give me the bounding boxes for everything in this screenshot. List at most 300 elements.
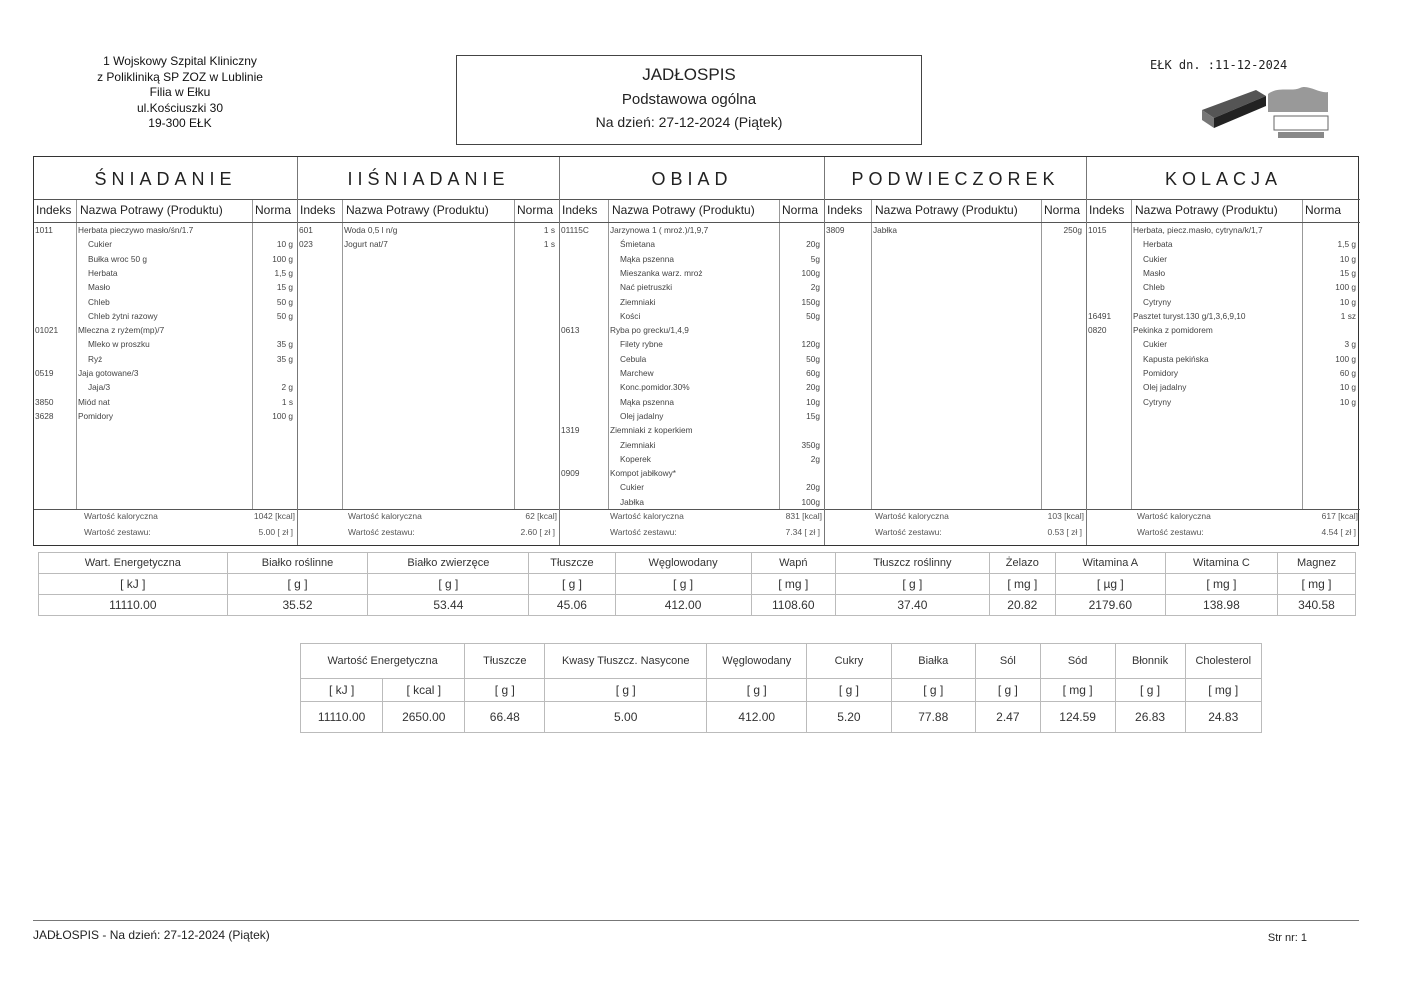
kcal-label: Wartość kaloryczna bbox=[84, 511, 158, 521]
item-name: Jogurt nat/7 bbox=[344, 239, 388, 250]
nutrient-unit-cell: [ µg ] bbox=[1055, 574, 1165, 595]
item-norm: 50g bbox=[806, 310, 820, 321]
item-norm: 15 g bbox=[276, 282, 293, 293]
menu-item bbox=[560, 396, 824, 410]
nutrient-unit-cell: [ g ] bbox=[545, 679, 707, 702]
kcal-label: Wartość kaloryczna bbox=[1137, 511, 1211, 521]
item-norm: 50 g bbox=[276, 310, 293, 321]
menu-item bbox=[560, 353, 824, 367]
nutrient-unit-cell: [ kJ ] bbox=[301, 679, 383, 702]
item-norm: 100g bbox=[801, 496, 820, 507]
nutrient-unit-cell: [ mg ] bbox=[1040, 679, 1115, 702]
item-norm: 60 g bbox=[1339, 368, 1356, 378]
nutrient-header-cell: Magnez bbox=[1278, 553, 1356, 574]
menu-item bbox=[1087, 338, 1360, 352]
kcal-value: 617 [kcal] bbox=[1321, 511, 1358, 521]
item-name: Ryba po grecku/1,4,9 bbox=[610, 325, 689, 336]
nutrient-unit-cell: [ g ] bbox=[807, 679, 891, 702]
nutrient-value-cell: 2.47 bbox=[975, 702, 1040, 733]
nutrient-value-cell: 5.20 bbox=[807, 702, 891, 733]
column-headers bbox=[34, 200, 297, 223]
col-norm: Norma bbox=[255, 203, 292, 217]
nutrient-header bbox=[39, 553, 1356, 574]
col-norm: Norma bbox=[1305, 203, 1342, 217]
nutrient-value-cell: 1108.60 bbox=[751, 595, 835, 616]
nutrient-header-cell: Sól bbox=[975, 644, 1040, 679]
item-name: Kapusta pekińska bbox=[1143, 353, 1209, 364]
nutrient-header-cell: Węglowodany bbox=[707, 644, 807, 679]
item-name: Miód nat bbox=[78, 396, 110, 407]
nutrient-header-cell: Kwasy Tłuszcz. Nasycone bbox=[545, 644, 707, 679]
nutrient-value-cell: 124.59 bbox=[1040, 702, 1115, 733]
menu-item bbox=[825, 224, 1086, 238]
meal-summary bbox=[560, 507, 824, 545]
nutrient-value-cell: 35.52 bbox=[227, 595, 368, 616]
item-name: Ryż bbox=[88, 353, 103, 364]
item-index: 1319 bbox=[561, 425, 580, 436]
item-norm: 2 g bbox=[281, 382, 293, 393]
menu-item bbox=[560, 410, 824, 424]
menu-item bbox=[34, 410, 297, 424]
item-name: Nać pietruszki bbox=[620, 282, 673, 293]
cost-label: Wartość zestawu: bbox=[1137, 527, 1204, 537]
col-index: Indeks bbox=[827, 203, 863, 217]
nutrient-unit-cell: [ g ] bbox=[707, 679, 807, 702]
item-norm: 2g bbox=[810, 282, 820, 293]
item-norm: 10 g bbox=[276, 239, 293, 250]
hospital-line: ul.Kościuszki 30 bbox=[136, 100, 224, 115]
menu-item bbox=[560, 253, 824, 267]
nutrient-unit-cell: [ mg ] bbox=[989, 574, 1055, 595]
nutrient-value bbox=[39, 595, 1356, 616]
item-name: Chleb bbox=[1143, 282, 1165, 293]
item-index: 3850 bbox=[35, 396, 54, 407]
menu-item bbox=[1087, 381, 1360, 395]
kcal-value: 831 [kcal] bbox=[785, 511, 822, 521]
column-headers bbox=[1087, 200, 1360, 223]
item-name: Cukier bbox=[88, 239, 112, 250]
item-norm: 5g bbox=[810, 253, 820, 264]
hospital-line: z Polikliniką SP ZOZ w Lublinie bbox=[97, 69, 263, 84]
menu-item bbox=[560, 467, 824, 481]
item-name: Marchew bbox=[620, 368, 654, 378]
nutrient-unit-cell: [ g ] bbox=[227, 574, 368, 595]
nutrient-value-cell: 20.82 bbox=[989, 595, 1055, 616]
nutrient-value-cell: 11110.00 bbox=[301, 702, 383, 733]
meal-title: IIŚNIADANIE bbox=[298, 157, 559, 200]
item-name: Ziemniaki bbox=[620, 439, 656, 450]
item-name: Woda 0,5 l n/g bbox=[344, 225, 398, 235]
menu-item bbox=[1087, 267, 1360, 281]
menu-item bbox=[1087, 367, 1360, 381]
item-norm: 100 g bbox=[1335, 282, 1356, 293]
nutrient-header-cell: Błonnik bbox=[1115, 644, 1185, 679]
item-norm: 1,5 g bbox=[1337, 239, 1356, 250]
item-index: 1015 bbox=[1088, 225, 1107, 235]
nutrient-value bbox=[301, 702, 1262, 733]
cost-label: Wartość zestawu: bbox=[875, 527, 942, 537]
menu-item bbox=[560, 424, 824, 438]
item-name: Kompot jabłkowy* bbox=[610, 468, 676, 479]
menu-item bbox=[560, 296, 824, 310]
menu-item bbox=[1087, 238, 1360, 252]
item-index: 1011 bbox=[35, 225, 53, 235]
item-index: 3628 bbox=[35, 410, 54, 421]
item-name: Olej jadalny bbox=[620, 410, 664, 421]
item-name: Cytryny bbox=[1143, 396, 1172, 407]
item-name: Masło bbox=[1143, 267, 1166, 278]
nutrient-value-cell: 53.44 bbox=[368, 595, 529, 616]
cost-label: Wartość zestawu: bbox=[348, 527, 415, 537]
nutrient-header-cell: Wart. Energetyczna bbox=[39, 553, 228, 574]
meal-title: PODWIECZOREK bbox=[825, 157, 1086, 200]
item-norm: 10 g bbox=[1339, 253, 1356, 264]
item-norm: 50g bbox=[806, 353, 820, 364]
kcal-value: 1042 [kcal] bbox=[253, 511, 295, 521]
cost-value: 7.34 [ zł ] bbox=[785, 527, 820, 537]
nutrient-value-cell: 45.06 bbox=[529, 595, 615, 616]
meal-2 bbox=[298, 157, 560, 545]
item-name: Herbata bbox=[1143, 239, 1173, 250]
hospital-line: 1 Wojskowy Szpital Kliniczny bbox=[103, 54, 257, 68]
col-name: Nazwa Potrawy (Produktu) bbox=[612, 203, 755, 217]
nutrient-value-cell: 11110.00 bbox=[39, 595, 228, 616]
nutrient-value-cell: 5.00 bbox=[545, 702, 707, 733]
item-norm: 35 g bbox=[276, 339, 293, 350]
item-norm: 20g bbox=[806, 239, 820, 250]
meal-summary bbox=[825, 507, 1086, 545]
nutrient-value-cell: 2650.00 bbox=[383, 702, 465, 733]
menu-item bbox=[1087, 353, 1360, 367]
menu-item bbox=[34, 396, 297, 410]
item-name: Mąka pszenna bbox=[620, 396, 674, 407]
menu-item bbox=[298, 238, 559, 252]
item-norm: 150g bbox=[801, 296, 820, 307]
nutrition-table-1 bbox=[38, 552, 1356, 616]
meal-5 bbox=[1087, 157, 1360, 545]
menu-item bbox=[560, 367, 824, 381]
item-norm: 3 g bbox=[1344, 339, 1356, 350]
nutrient-unit-cell: [ g ] bbox=[1115, 679, 1185, 702]
nutrient-header-cell: Tłuszcze bbox=[529, 553, 615, 574]
menu-item bbox=[560, 481, 824, 495]
item-name: Pomidory bbox=[78, 410, 114, 421]
menu-item bbox=[560, 338, 824, 352]
item-name: Filety rybne bbox=[620, 339, 663, 350]
item-norm: 15 g bbox=[1339, 267, 1356, 278]
nutrient-header-cell: Sód bbox=[1040, 644, 1115, 679]
meal-1 bbox=[34, 157, 298, 545]
nutrient-unit-cell: [ mg ] bbox=[1185, 679, 1261, 702]
menu-item bbox=[560, 310, 824, 324]
item-index: 0613 bbox=[561, 325, 580, 336]
menu-item bbox=[560, 381, 824, 395]
nutrient-header-cell: Węglowodany bbox=[615, 553, 751, 574]
nutrient-header-cell: Witamina A bbox=[1055, 553, 1165, 574]
item-name: Koperek bbox=[620, 453, 651, 464]
item-norm: 10 g bbox=[1339, 296, 1356, 307]
col-index: Indeks bbox=[300, 203, 336, 217]
nutrient-header-cell: Witamina C bbox=[1165, 553, 1277, 574]
menu-item bbox=[34, 224, 297, 238]
meal-items bbox=[825, 223, 1086, 510]
item-name: Konc.pomidor.30% bbox=[620, 382, 690, 393]
energy-header: Wartość Energetyczna bbox=[301, 644, 465, 679]
item-norm: 20g bbox=[806, 482, 820, 493]
item-name: Śmietana bbox=[620, 239, 656, 250]
nutrient-value-cell: 2179.60 bbox=[1055, 595, 1165, 616]
meal-summary bbox=[1087, 507, 1360, 545]
menu-item bbox=[34, 253, 297, 267]
cost-value: 4.54 [ zł ] bbox=[1321, 527, 1356, 537]
menu-item bbox=[560, 453, 824, 467]
cost-label: Wartość zestawu: bbox=[84, 527, 151, 537]
item-norm: 10 g bbox=[1339, 382, 1356, 393]
menu-item bbox=[34, 381, 297, 395]
item-norm: 60g bbox=[806, 368, 820, 378]
nutrient-unit-cell: [ g ] bbox=[529, 574, 615, 595]
item-norm: 20g bbox=[806, 382, 820, 393]
item-index: 01115C bbox=[561, 225, 589, 235]
item-norm: 10g bbox=[806, 396, 820, 407]
item-norm: 1,5 g bbox=[274, 267, 293, 278]
item-name: Chleb żytni razowy bbox=[88, 310, 158, 321]
menu-grid bbox=[33, 156, 1359, 546]
nutrient-header-cell: Cholesterol bbox=[1185, 644, 1261, 679]
item-norm: 100 g bbox=[1335, 353, 1356, 364]
menu-item bbox=[34, 296, 297, 310]
item-index: 01021 bbox=[35, 325, 59, 336]
item-index: 16491 bbox=[1088, 310, 1112, 321]
item-name: Jabłka bbox=[620, 496, 644, 507]
item-index: 023 bbox=[299, 239, 313, 250]
nutrient-unit-cell: [ g ] bbox=[891, 679, 975, 702]
item-name: Herbata bbox=[88, 267, 118, 278]
item-name: Cukier bbox=[1143, 253, 1167, 264]
menu-item bbox=[560, 324, 824, 338]
menu-item bbox=[560, 439, 824, 453]
item-norm: 350g bbox=[801, 439, 820, 450]
item-name: Ziemniaki z koperkiem bbox=[610, 425, 693, 436]
column-headers bbox=[825, 200, 1086, 223]
nutrient-unit-cell: [ kcal ] bbox=[383, 679, 465, 702]
nutrient-header-cell: Cukry bbox=[807, 644, 891, 679]
nutrient-value-cell: 37.40 bbox=[835, 595, 989, 616]
item-index: 0909 bbox=[561, 468, 580, 479]
nutrient-unit bbox=[301, 679, 1262, 702]
col-name: Nazwa Potrawy (Produktu) bbox=[346, 203, 489, 217]
col-norm: Norma bbox=[782, 203, 819, 217]
nutrition-table-2 bbox=[300, 643, 1262, 733]
item-norm: 50 g bbox=[276, 296, 293, 307]
item-norm: 35 g bbox=[276, 353, 293, 364]
item-index: 601 bbox=[299, 225, 313, 235]
menu-item bbox=[1087, 310, 1360, 324]
menu-item bbox=[298, 224, 559, 238]
col-index: Indeks bbox=[36, 203, 72, 217]
menu-item bbox=[560, 267, 824, 281]
nutrient-unit-cell: [ g ] bbox=[368, 574, 529, 595]
meal-summary bbox=[298, 507, 559, 545]
col-name: Nazwa Potrawy (Produktu) bbox=[80, 203, 223, 217]
menu-item bbox=[34, 367, 297, 381]
kcal-value: 62 [kcal] bbox=[525, 511, 557, 521]
menu-item bbox=[34, 338, 297, 352]
item-name: Jaja gotowane/3 bbox=[78, 368, 139, 378]
page-number: Str nr: 1 bbox=[1267, 932, 1307, 944]
menu-item bbox=[34, 238, 297, 252]
meal-items bbox=[298, 223, 559, 510]
col-name: Nazwa Potrawy (Produktu) bbox=[875, 203, 1018, 217]
item-norm: 1 s bbox=[543, 225, 555, 235]
nutrient-value-cell: 26.83 bbox=[1115, 702, 1185, 733]
item-index: 0519 bbox=[35, 368, 54, 378]
item-name: Bułka wroc 50 g bbox=[88, 253, 148, 264]
nutrient-unit-cell: [ mg ] bbox=[1278, 574, 1356, 595]
item-norm: 250g bbox=[1063, 225, 1082, 235]
meal-title: KOLACJA bbox=[1087, 157, 1360, 200]
hospital-address bbox=[60, 54, 300, 132]
item-index: 3809 bbox=[826, 225, 845, 235]
cost-value: 5.00 [ zł ] bbox=[258, 527, 293, 537]
meal-4 bbox=[825, 157, 1087, 545]
item-name: Mąka pszenna bbox=[620, 253, 674, 264]
item-name: Mieszanka warz. mroż bbox=[620, 267, 703, 278]
nutrient-header bbox=[301, 644, 1262, 679]
item-name: Jabłka bbox=[873, 225, 897, 235]
menu-item bbox=[560, 281, 824, 295]
item-index: 0820 bbox=[1088, 325, 1107, 336]
nutrient-value-cell: 138.98 bbox=[1165, 595, 1277, 616]
item-norm: 1 s bbox=[543, 239, 555, 250]
item-name: Ziemniaki bbox=[620, 296, 656, 307]
item-name: Kości bbox=[620, 310, 641, 321]
menu-item bbox=[560, 238, 824, 252]
column-headers bbox=[560, 200, 824, 223]
nutrient-unit-cell: [ kJ ] bbox=[39, 574, 228, 595]
item-norm: 15g bbox=[806, 410, 820, 421]
item-name: Jarzynowa 1 ( mroż.)/1,9,7 bbox=[610, 225, 709, 235]
col-norm: Norma bbox=[517, 203, 554, 217]
item-norm: 2g bbox=[810, 453, 820, 464]
item-name: Pasztet turyst.130 g/1,3,6,9,10 bbox=[1133, 310, 1246, 321]
menu-item bbox=[34, 281, 297, 295]
cost-label: Wartość zestawu: bbox=[610, 527, 677, 537]
page-title: JADŁOSPIS bbox=[642, 65, 736, 84]
nutrient-unit-cell: [ g ] bbox=[465, 679, 545, 702]
menu-item bbox=[34, 310, 297, 324]
kcal-label: Wartość kaloryczna bbox=[875, 511, 949, 521]
item-name: Herbata pieczywo masło/śn/1.7 bbox=[78, 225, 194, 235]
nutrient-value-cell: 412.00 bbox=[707, 702, 807, 733]
col-name: Nazwa Potrawy (Produktu) bbox=[1135, 203, 1278, 217]
meal-items bbox=[560, 223, 824, 510]
menu-item bbox=[1087, 253, 1360, 267]
menu-item bbox=[1087, 281, 1360, 295]
meal-items bbox=[34, 223, 297, 510]
menu-item bbox=[34, 353, 297, 367]
item-name: Herbata, piecz.masło, cytryna/k/1,7 bbox=[1133, 225, 1263, 235]
nutrient-header-cell: Białka bbox=[891, 644, 975, 679]
item-name: Cebula bbox=[620, 353, 647, 364]
item-name: Pekinka z pomidorem bbox=[1133, 325, 1213, 336]
cost-value: 2.60 [ zł ] bbox=[520, 527, 555, 537]
stamp-logo bbox=[1196, 82, 1332, 144]
nutrient-header-cell: Żelazo bbox=[989, 553, 1055, 574]
menu-item bbox=[560, 224, 824, 238]
meal-3 bbox=[560, 157, 825, 545]
item-norm: 120g bbox=[801, 339, 820, 350]
nutrient-header-cell: Białko roślinne bbox=[227, 553, 368, 574]
hospital-line: Filia w Ełku bbox=[149, 85, 211, 99]
kcal-value: 103 [kcal] bbox=[1047, 511, 1084, 521]
nutrient-unit-cell: [ mg ] bbox=[1165, 574, 1277, 595]
menu-item bbox=[1087, 296, 1360, 310]
print-date: EŁK dn. :11-12-2024 bbox=[1150, 58, 1288, 72]
menu-item bbox=[34, 324, 297, 338]
item-name: Jaja/3 bbox=[88, 382, 111, 393]
item-norm: 10 g bbox=[1339, 396, 1356, 407]
item-norm: 100g bbox=[801, 267, 820, 278]
menu-item bbox=[1087, 396, 1360, 410]
nutrient-unit-cell: [ mg ] bbox=[751, 574, 835, 595]
title-box bbox=[456, 55, 922, 145]
cost-value: 0.53 [ zł ] bbox=[1047, 527, 1082, 537]
item-name: Cukier bbox=[1143, 339, 1167, 350]
item-name: Chleb bbox=[88, 296, 110, 307]
kcal-label: Wartość kaloryczna bbox=[610, 511, 684, 521]
kcal-label: Wartość kaloryczna bbox=[348, 511, 422, 521]
item-name: Olej jadalny bbox=[1143, 382, 1187, 393]
nutrient-value-cell: 340.58 bbox=[1278, 595, 1356, 616]
page-footer bbox=[33, 920, 1359, 944]
menu-date: Na dzień: 27-12-2024 (Piątek) bbox=[595, 114, 783, 130]
nutrient-value-cell: 412.00 bbox=[615, 595, 751, 616]
nutrient-unit-cell: [ g ] bbox=[835, 574, 989, 595]
item-norm: 100 g bbox=[272, 253, 293, 264]
nutrient-header-cell: Białko zwierzęce bbox=[368, 553, 529, 574]
item-norm: 100 g bbox=[272, 410, 293, 421]
meal-summary bbox=[34, 507, 297, 545]
item-name: Mleko w proszku bbox=[88, 339, 150, 350]
nutrient-header-cell: Wapń bbox=[751, 553, 835, 574]
item-name: Cytryny bbox=[1143, 296, 1172, 307]
nutrient-header-cell: Tłuszcz roślinny bbox=[835, 553, 989, 574]
meal-items bbox=[1087, 223, 1360, 510]
menu-item bbox=[1087, 324, 1360, 338]
menu-item bbox=[34, 267, 297, 281]
item-name: Mleczna z ryżem(mp)/7 bbox=[78, 325, 165, 336]
nutrient-value-cell: 66.48 bbox=[465, 702, 545, 733]
item-name: Masło bbox=[88, 282, 111, 293]
item-name: Cukier bbox=[620, 482, 644, 493]
item-name: Pomidory bbox=[1143, 368, 1179, 378]
footer-title: JADŁOSPIS - Na dzień: 27-12-2024 (Piątek) bbox=[33, 928, 270, 942]
meal-title: ŚNIADANIE bbox=[34, 157, 297, 200]
column-headers bbox=[298, 200, 559, 223]
item-norm: 1 sz bbox=[1340, 310, 1356, 321]
hospital-line: 19-300 EŁK bbox=[148, 116, 212, 130]
col-index: Indeks bbox=[1089, 203, 1125, 217]
col-index: Indeks bbox=[562, 203, 598, 217]
meal-title: OBIAD bbox=[560, 157, 824, 200]
col-norm: Norma bbox=[1044, 203, 1081, 217]
nutrient-unit-cell: [ g ] bbox=[975, 679, 1040, 702]
item-norm: 1 s bbox=[281, 396, 293, 407]
nutrient-unit-cell: [ g ] bbox=[615, 574, 751, 595]
nutrient-value-cell: 77.88 bbox=[891, 702, 975, 733]
nutrient-unit bbox=[39, 574, 1356, 595]
